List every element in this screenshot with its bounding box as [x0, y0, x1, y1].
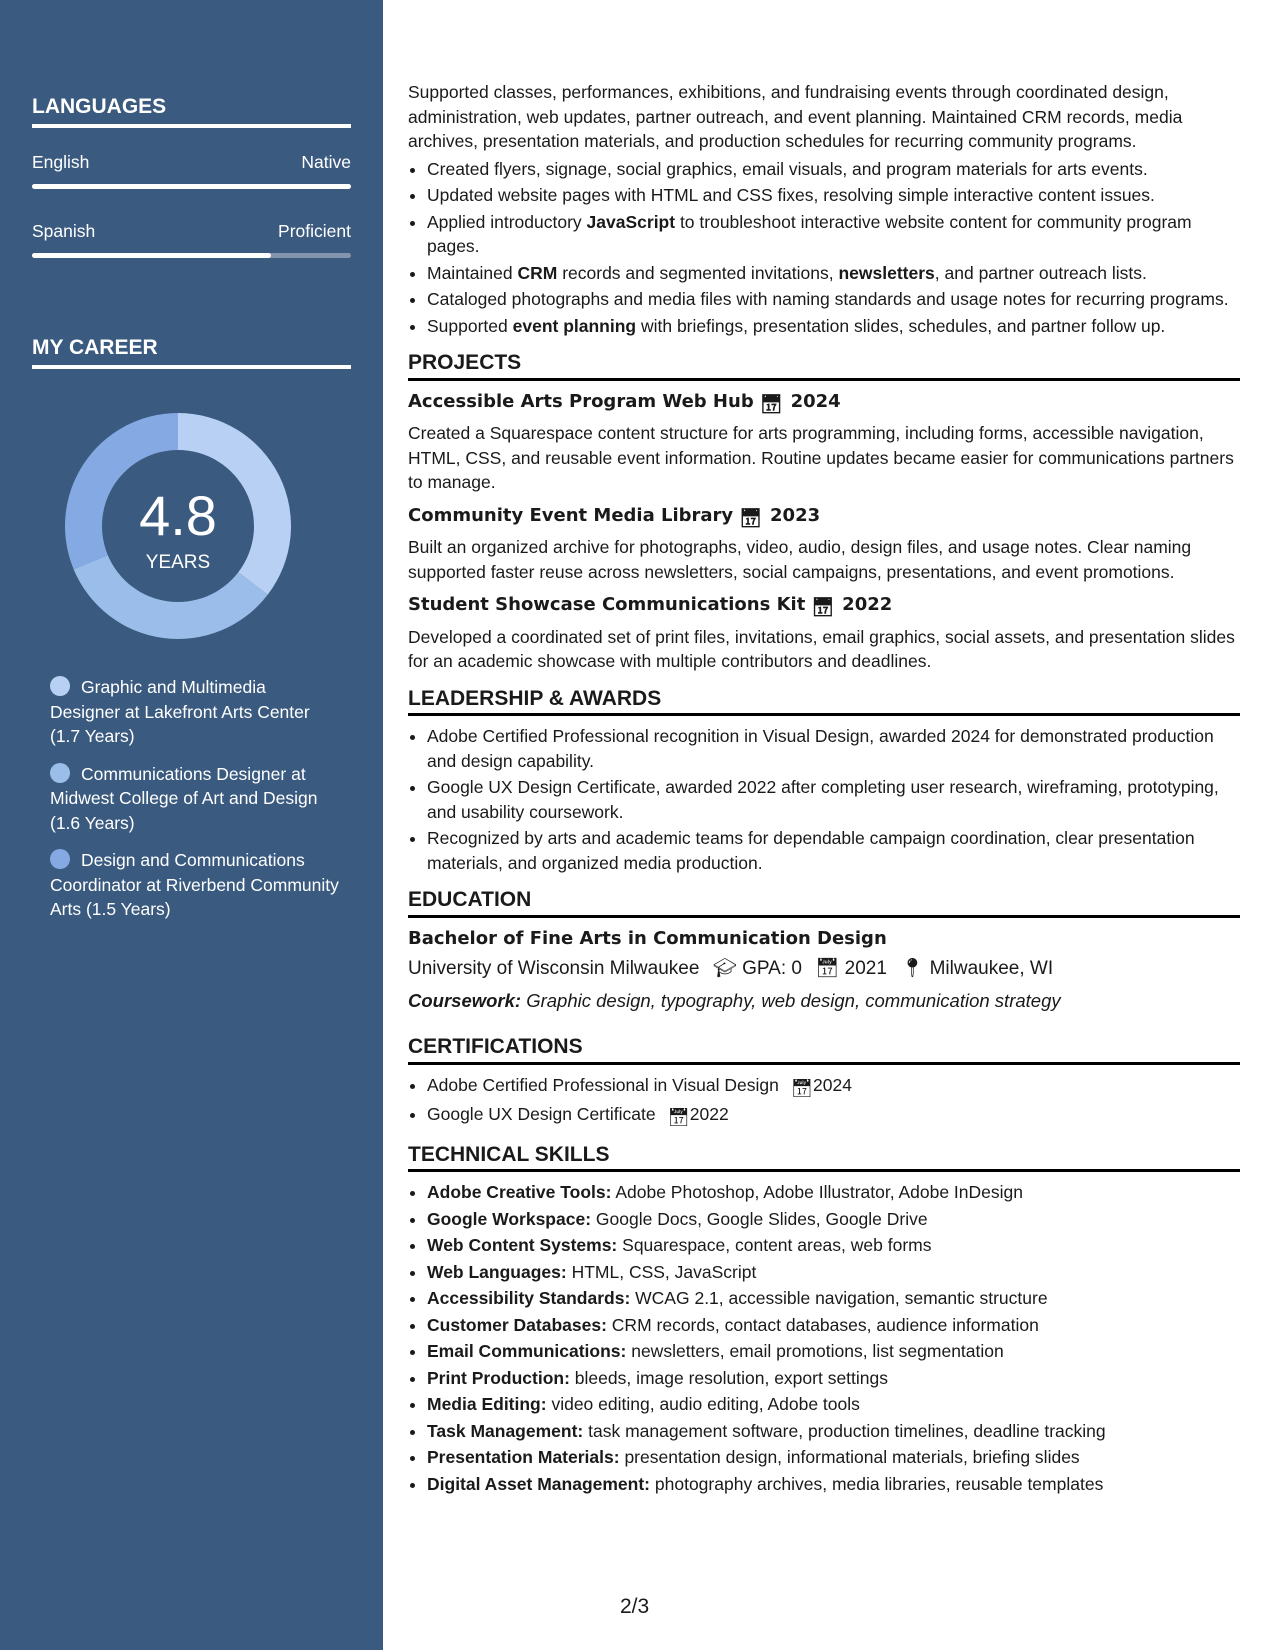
calendar-icon: 📅︎ [815, 958, 840, 979]
language-name: English [32, 152, 90, 172]
experience-bullet: • Created flyers, signage, social graphics, email visuals, and program materials for arts events. [427, 157, 1240, 182]
career-item-text: Communications Designer at Midwest College of Art and Design (1.6 Years) [50, 763, 318, 833]
language-bar-fill [32, 184, 351, 189]
career-heading: MY CAREER [32, 336, 351, 369]
language-bar-english [32, 184, 351, 189]
certification-item: • Google UX Design Certificate 📅︎2022 [427, 1102, 1240, 1130]
experience-bullet: • Supported event planning with briefings, presentation slides, schedules, and partner follow up. [427, 314, 1240, 339]
project-title: Community Event Media Library [408, 504, 734, 526]
project-description: Built an organized archive for photographs, video, audio, design files, and usage notes. Clear naming supported faster reuse across newsletters, social campaigns, presentations, and event promotions. [408, 537, 1192, 582]
coursework-text: Graphic design, typography, web design, communication strategy [526, 989, 1061, 1011]
leadership-item: • Google UX Design Certificate, awarded 2022 after completing user research, wireframing, prototyping, and usability coursework. [427, 775, 1240, 824]
calendar-icon: 📅︎ [759, 393, 783, 415]
education-school: University of Wisconsin Milwaukee [408, 958, 700, 979]
project-item [408, 504, 1240, 585]
career-item-text: Graphic and Multimedia Designer at Lakefront Arts Center (1.7 Years) [50, 677, 310, 746]
calendar-icon: 📅︎ [667, 1107, 690, 1127]
calendar-icon: 📅︎ [790, 1077, 814, 1098]
experience-bullets [408, 157, 1240, 339]
skill-item: • Web Content Systems: Squarespace, content areas, web forms [427, 1233, 1240, 1258]
career-dot [50, 849, 70, 869]
skills-list [408, 1180, 1240, 1496]
sidebar [0, 0, 383, 1650]
career-total-value: 4.8 [139, 484, 217, 547]
project-year: 2022 [842, 594, 893, 615]
education-year: 2021 [844, 958, 887, 979]
projects-heading: PROJECTS [408, 351, 1240, 381]
leadership-heading: LEADERSHIP & AWARDS [408, 687, 1240, 717]
experience-bullet: • Cataloged photographs and media files with naming standards and usage notes for recurring programs. [427, 287, 1240, 312]
location-pin-icon: 📍︎ [900, 958, 925, 979]
skill-item: • Google Workspace: Google Docs, Google Slides, Google Drive [427, 1207, 1240, 1232]
leadership-list [408, 724, 1240, 875]
language-bar-spanish [32, 253, 351, 258]
skill-item: • Print Production: bleeds, image resolution, export settings [427, 1366, 1240, 1391]
coursework-label: Coursework: [408, 989, 522, 1011]
project-title-row [408, 504, 1240, 532]
leadership-item: • Recognized by arts and academic teams for dependable campaign coordination, clear presentation materials, and organized media production. [427, 826, 1240, 875]
career-item [50, 675, 340, 749]
education-coursework [408, 989, 1240, 1014]
certifications-list [408, 1073, 1240, 1130]
skill-item: • Accessibility Standards: WCAG 2.1, accessible navigation, semantic structure [427, 1286, 1240, 1311]
career-dot [50, 763, 70, 783]
skill-item: • Web Languages: HTML, CSS, JavaScript [427, 1260, 1240, 1285]
project-title: Student Showcase Communications Kit [408, 594, 806, 615]
experience-summary: Supported classes, performances, exhibitions, and fundraising events through coordinated design, administration, web updates, partner outreach, and event planning. Maintained CRM records, media archives, presentation materials, and production schedules for recurring community programs. [408, 82, 1183, 151]
project-year: 2023 [770, 504, 821, 526]
project-title: Accessible Arts Program Web Hub [408, 390, 754, 412]
main-content [408, 80, 1240, 1498]
experience-bullet: • Updated website pages with HTML and CSS fixes, resolving simple interactive content issues. [427, 183, 1240, 208]
skills-heading: TECHNICAL SKILLS [408, 1143, 1240, 1173]
skill-item: • Email Communications: newsletters, email promotions, list segmentation [427, 1339, 1240, 1364]
education-degree: Bachelor of Fine Arts in Communication Design [408, 927, 887, 949]
career-item [50, 848, 340, 922]
project-description: Developed a coordinated set of print files, invitations, email graphics, social assets, and presentation slides for an academic showcase with multiple contributors and deadlines. [408, 626, 1235, 671]
career-item [50, 762, 340, 836]
project-item [408, 390, 1240, 495]
language-name: Spanish [32, 221, 96, 241]
skill-item: • Task Management: task management software, production timelines, deadline tracking [427, 1419, 1240, 1444]
leadership-item: • Adobe Certified Professional recognition in Visual Design, awarded 2024 for demonstrated production and design capability. [427, 724, 1240, 773]
calendar-icon: 📅︎ [739, 507, 763, 529]
graduation-cap-icon: 🎓︎ [712, 958, 737, 979]
language-level: Proficient [278, 221, 351, 241]
languages-heading: LANGUAGES [32, 95, 351, 128]
language-level: Native [301, 152, 351, 172]
skill-item: • Media Editing: video editing, audio editing, Adobe tools [427, 1392, 1240, 1417]
career-dot [50, 676, 70, 696]
education-details [408, 957, 1240, 982]
education-heading: EDUCATION [408, 888, 1240, 918]
certification-item: • Adobe Certified Professional in Visual Design 📅︎2024 [427, 1073, 1240, 1101]
certifications-heading: CERTIFICATIONS [408, 1035, 1240, 1065]
language-bar-fill [32, 253, 271, 258]
skill-item: • Digital Asset Management: photography archives, media libraries, reusable templates [427, 1472, 1240, 1497]
experience-bullet: • Applied introductory JavaScript to troubleshoot interactive website content for community program pages. [427, 210, 1240, 259]
skill-item: • Presentation Materials: presentation design, informational materials, briefing slides [427, 1445, 1240, 1470]
education-location: Milwaukee, WI [929, 958, 1054, 979]
project-year: 2024 [790, 390, 841, 412]
career-donut-chart [65, 413, 291, 639]
skill-item: • Adobe Creative Tools: Adobe Photoshop, Adobe Illustrator, Adobe InDesign [427, 1180, 1240, 1205]
calendar-icon: 📅︎ [811, 597, 835, 618]
project-item [408, 593, 1240, 674]
page-number: 2/3 [620, 1595, 650, 1618]
project-title-row [408, 390, 1240, 418]
project-description: Created a Squarespace content structure for arts programming, including forms, accessible navigation, HTML, CSS, and reusable event information. Routine updates became easier for communications partners to manage. [408, 423, 1234, 492]
career-total-unit: YEARS [145, 552, 211, 573]
career-item-text: Design and Communications Coordinator at Riverbend Community Arts (1.5 Years) [50, 850, 339, 919]
experience-bullet: • Maintained CRM records and segmented invitations, newsletters, and partner outreach lists. [427, 261, 1240, 286]
skill-item: • Customer Databases: CRM records, contact databases, audience information [427, 1313, 1240, 1338]
education-gpa: GPA: 0 [742, 958, 802, 979]
project-title-row [408, 593, 1240, 621]
career-list [50, 675, 340, 935]
